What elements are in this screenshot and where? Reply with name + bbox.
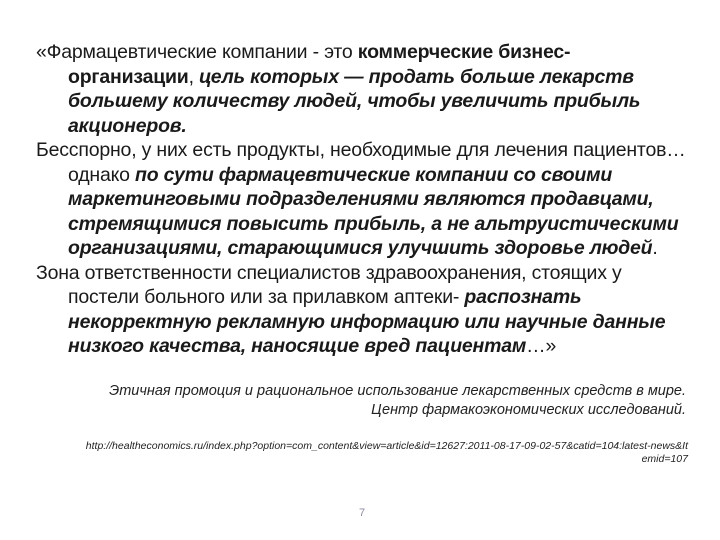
p1-text-3: ,	[188, 65, 200, 88]
quote-paragraph-2	[36, 138, 696, 261]
page-number: 7	[358, 507, 366, 519]
source-citation	[66, 382, 686, 420]
p3-bold-italic-phrase: распознать некорректную рекламную информацию или научные данные низкого качества, наносящие вред пациентам	[68, 286, 666, 357]
source-url-text: http://healtheconomics.ru/index.php?option=com_content&view=article&id=12627:2011-08-17-09-02-57&catid=104:latest-news&Itemid=107	[85, 440, 688, 465]
quote-paragraph-1	[36, 40, 696, 138]
p2-bold-italic-phrase: по сути фармацевтические компании со своими маркетинговыми подразделениями являются продавцами, стремящимися повысить прибыль, а не альтруистическими организациями, старающимися улучшить здоровье людей	[68, 163, 679, 259]
p3-text-3: …»	[526, 335, 557, 357]
p1-text-1: «Фармацевтические компании - это	[36, 41, 358, 63]
p2-text-3: .	[652, 237, 658, 259]
p1-bold-italic-phrase: цель которых — продать больше лекарств большему количеству людей, чтобы увеличить прибыль акционеров.	[68, 65, 641, 137]
citation-title: Этичная промоция и рациональное использование лекарственных средств в мире.	[109, 383, 686, 399]
source-url	[80, 440, 688, 466]
p1-bold-phrase: коммерческие бизнес-организации	[68, 41, 571, 88]
quote-paragraph-3	[36, 261, 696, 359]
citation-organization: Центр фармакоэкономических исследований.	[371, 402, 686, 418]
quote-body	[36, 40, 696, 359]
p2-text-1: Бесспорно, у них есть продукты, необходимые для лечения пациентов… однако	[36, 139, 686, 186]
p3-text-1: Зона ответственности специалистов здравоохранения, стоящих у постели больного или за прилавком аптеки-	[36, 261, 622, 308]
